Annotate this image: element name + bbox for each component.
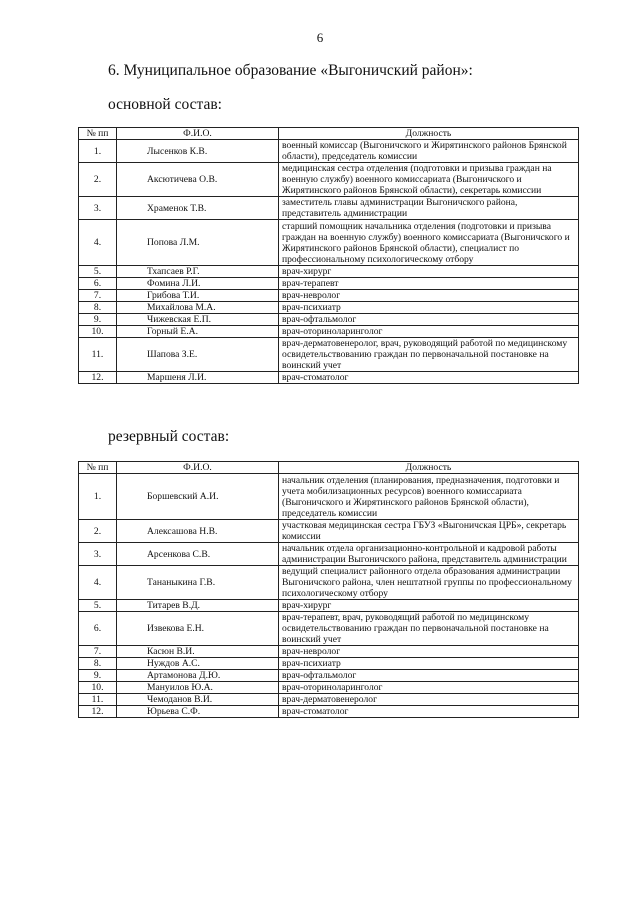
- section-heading: 6. Муниципальное образование «Выгоничский район»:: [108, 62, 473, 79]
- table-header-row: [79, 462, 579, 474]
- column-header-position: Должность: [279, 128, 579, 140]
- member-name: Грибова Т.И.: [117, 290, 279, 302]
- member-position: врач-дерматовенеролог, врач, руководящий работой по медицинскому освидетельствованию граждан по первоначальной постановке на воинский учет: [279, 338, 579, 372]
- row-number: 2.: [79, 163, 117, 197]
- column-header-name: Ф.И.О.: [117, 128, 279, 140]
- table-row: [79, 706, 579, 718]
- member-name: Чемоданов В.И.: [117, 694, 279, 706]
- member-name: Попова Л.М.: [117, 220, 279, 266]
- member-position: врач-хирург: [279, 600, 579, 612]
- reserve-composition-heading: резервный состав:: [108, 428, 230, 445]
- member-name: Фомина Л.И.: [117, 278, 279, 290]
- row-number: 8.: [79, 658, 117, 670]
- row-number: 10.: [79, 682, 117, 694]
- member-name: Юрьева С.Ф.: [117, 706, 279, 718]
- table-row: [79, 372, 579, 384]
- member-position: врач-стоматолог: [279, 706, 579, 718]
- reserve-composition-table: [78, 461, 579, 718]
- table-row: [79, 600, 579, 612]
- table-header-row: [79, 128, 579, 140]
- member-name: Храменок Т.В.: [117, 197, 279, 220]
- row-number: 1.: [79, 474, 117, 520]
- member-name: Тананыкина Г.В.: [117, 566, 279, 600]
- column-header-number: № пп: [79, 462, 117, 474]
- member-position: врач-оториноларинголог: [279, 326, 579, 338]
- member-name: Боршевский А.И.: [117, 474, 279, 520]
- member-position: врач-невролог: [279, 646, 579, 658]
- member-name: Маршеня Л.И.: [117, 372, 279, 384]
- member-name: Чижевская Е.П.: [117, 314, 279, 326]
- table-row: [79, 278, 579, 290]
- row-number: 9.: [79, 670, 117, 682]
- member-name: Касюн В.И.: [117, 646, 279, 658]
- table-row: [79, 140, 579, 163]
- column-header-number: № пп: [79, 128, 117, 140]
- member-position: врач-дерматовенеролог: [279, 694, 579, 706]
- table-row: [79, 682, 579, 694]
- row-number: 11.: [79, 694, 117, 706]
- member-position: врач-оториноларинголог: [279, 682, 579, 694]
- row-number: 2.: [79, 520, 117, 543]
- table-row: [79, 302, 579, 314]
- row-number: 8.: [79, 302, 117, 314]
- row-number: 9.: [79, 314, 117, 326]
- table-row: [79, 543, 579, 566]
- member-position: военный комиссар (Выгоничского и Жирятинского районов Брянской области), председатель комиссии: [279, 140, 579, 163]
- main-composition-table: [78, 127, 579, 384]
- member-name: Нуждов А.С.: [117, 658, 279, 670]
- member-name: Горный Е.А.: [117, 326, 279, 338]
- table-row: [79, 338, 579, 372]
- member-position: ведущий специалист районного отдела образования администрации Выгоничского района, член нештатной группы по профессиональному психологическому отбору: [279, 566, 579, 600]
- table-row: [79, 646, 579, 658]
- row-number: 7.: [79, 290, 117, 302]
- table-row: [79, 197, 579, 220]
- table-row: [79, 326, 579, 338]
- member-name: Мануилов Ю.А.: [117, 682, 279, 694]
- column-header-position: Должность: [279, 462, 579, 474]
- member-position: начальник отделения (планирования, предназначения, подготовки и учета мобилизационных ресурсов) военного комиссариата (Выгоничского и Жирятинского районов Брянской области), председатель комиссии: [279, 474, 579, 520]
- row-number: 4.: [79, 566, 117, 600]
- member-name: Шапова З.Е.: [117, 338, 279, 372]
- page-number: 6: [316, 30, 324, 45]
- member-position: врач-терапевт, врач, руководящий работой по медицинскому освидетельствованию граждан по первоначальной постановке на воинский учет: [279, 612, 579, 646]
- row-number: 5.: [79, 266, 117, 278]
- table-row: [79, 314, 579, 326]
- member-position: врач-невролог: [279, 290, 579, 302]
- table-row: [79, 612, 579, 646]
- table-row: [79, 290, 579, 302]
- member-position: врач-стоматолог: [279, 372, 579, 384]
- row-number: 10.: [79, 326, 117, 338]
- row-number: 7.: [79, 646, 117, 658]
- member-name: Лысенков К.В.: [117, 140, 279, 163]
- table-row: [79, 566, 579, 600]
- member-name: Артамонова Д.Ю.: [117, 670, 279, 682]
- column-header-name: Ф.И.О.: [117, 462, 279, 474]
- table-row: [79, 474, 579, 520]
- main-composition-heading: основной состав:: [108, 96, 222, 113]
- member-name: Тхапсаев Р.Г.: [117, 266, 279, 278]
- table-row: [79, 520, 579, 543]
- member-position: врач-терапевт: [279, 278, 579, 290]
- member-position: участковая медицинская сестра ГБУЗ «Выгоничская ЦРБ», секретарь комиссии: [279, 520, 579, 543]
- row-number: 5.: [79, 600, 117, 612]
- member-position: врач-психиатр: [279, 302, 579, 314]
- member-name: Арсенкова С.В.: [117, 543, 279, 566]
- member-position: начальник отдела организационно-контрольной и кадровой работы администрации Выгоничского района, представитель администрации: [279, 543, 579, 566]
- member-position: врач-хирург: [279, 266, 579, 278]
- row-number: 12.: [79, 372, 117, 384]
- member-name: Михайлова М.А.: [117, 302, 279, 314]
- member-position: врач-офтальмолог: [279, 670, 579, 682]
- table-row: [79, 670, 579, 682]
- table-row: [79, 266, 579, 278]
- member-position: врач-психиатр: [279, 658, 579, 670]
- member-position: заместитель главы администрации Выгоничского района, представитель администрации: [279, 197, 579, 220]
- row-number: 12.: [79, 706, 117, 718]
- row-number: 4.: [79, 220, 117, 266]
- table-row: [79, 163, 579, 197]
- member-position: старший помощник начальника отделения (подготовки и призыва граждан на военную службу) военного комиссариата (Выгоничского и Жирятинского районов Брянской области), специалист по профессиональному психологическому отбору: [279, 220, 579, 266]
- table-row: [79, 220, 579, 266]
- table-row: [79, 694, 579, 706]
- row-number: 3.: [79, 543, 117, 566]
- row-number: 6.: [79, 612, 117, 646]
- row-number: 3.: [79, 197, 117, 220]
- member-name: Аксютичева О.В.: [117, 163, 279, 197]
- member-name: Извекова Е.Н.: [117, 612, 279, 646]
- member-position: медицинская сестра отделения (подготовки и призыва граждан на военную службу) военного комиссариата (Выгоничского и Жирятинского районов Брянской области), секретарь комиссии: [279, 163, 579, 197]
- member-position: врач-офтальмолог: [279, 314, 579, 326]
- member-name: Алексашова Н.В.: [117, 520, 279, 543]
- table-row: [79, 658, 579, 670]
- member-name: Титарев В.Д.: [117, 600, 279, 612]
- row-number: 1.: [79, 140, 117, 163]
- row-number: 6.: [79, 278, 117, 290]
- row-number: 11.: [79, 338, 117, 372]
